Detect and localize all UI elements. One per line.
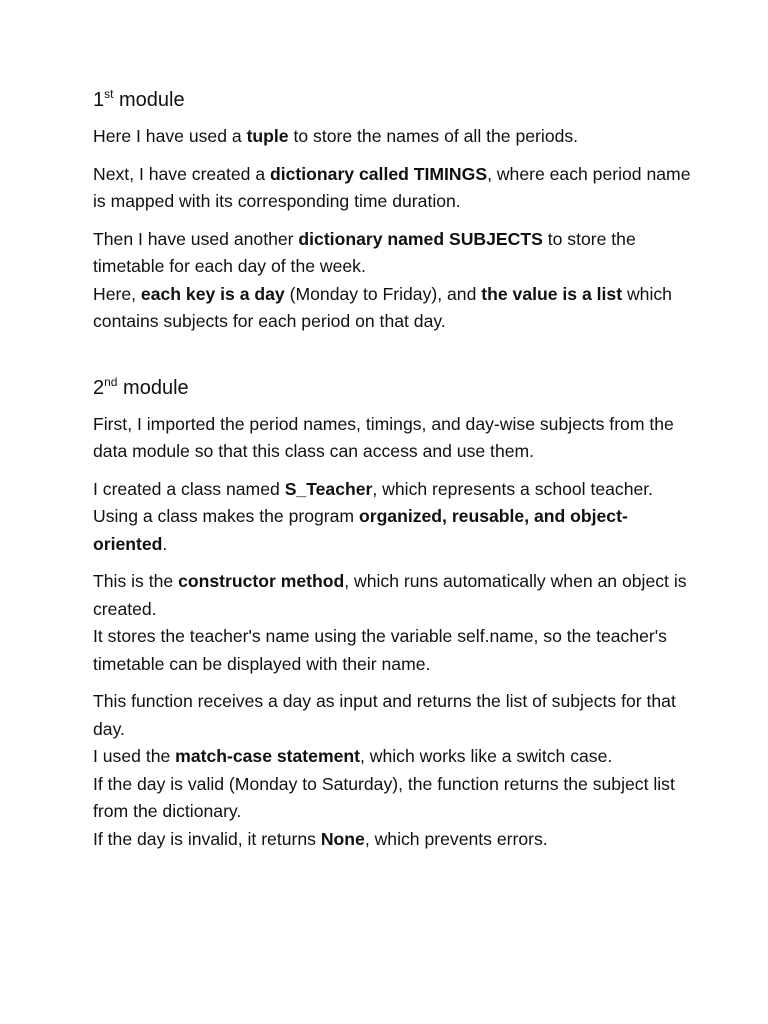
text-run: Here I have used a (93, 126, 247, 146)
module-2-heading-text: module (117, 376, 189, 399)
module-2-heading-number: 2 (93, 376, 105, 399)
module-2-paragraph-constructor (93, 568, 693, 678)
text-run: . (162, 533, 168, 554)
bold-text: constructor method (178, 571, 345, 591)
text-run: Next, I have created a (93, 163, 271, 184)
text-run: If the day is valid (Monday to Saturday), the function returns the subject list from the dictionary. (93, 773, 675, 821)
text-run: If the day is invalid, it returns (93, 828, 321, 849)
bold-text: match-case statement (175, 746, 360, 766)
bold-text: each key is a day (140, 283, 285, 304)
text-run: I created a class named (93, 478, 285, 499)
text-run: This is the (93, 571, 179, 591)
module-1-heading-number: 1 (93, 89, 105, 111)
module-1-heading-superscript: st (104, 87, 114, 101)
module-1-paragraph-timings (93, 161, 693, 216)
text-run: to store the timetable for each day of the week. (93, 228, 636, 276)
text-run: to store the names of all the periods. (288, 126, 579, 146)
module-2-heading-superscript: nd (104, 374, 118, 389)
text-run: , where each period name is mapped with its corresponding time duration. (93, 163, 691, 211)
bold-text: dictionary called TIMINGS (270, 163, 488, 184)
document-content (93, 86, 693, 863)
text-run: This function receives a day as input and returns the list of subjects for that day. (93, 691, 676, 739)
module-2-heading (93, 374, 693, 402)
text-run: First, I imported the period names, timings, and day-wise subjects from the data module so that this class can access and use them. (93, 413, 674, 461)
text-run: (Monday to Friday), and (284, 283, 482, 304)
text-run: , which represents a school teacher. (372, 478, 654, 499)
text-run: , which works like a switch case. (359, 746, 613, 766)
bold-text: tuple (246, 126, 289, 146)
bold-text: organized, reusable, and object-oriented (93, 506, 628, 554)
bold-text: the value is a list (481, 283, 623, 304)
module-2-paragraph-imports (93, 411, 693, 466)
text-run: which contains subjects for each period on that day. (93, 283, 672, 331)
text-run: Using a class makes the program (93, 506, 359, 526)
text-run: , which runs automatically when an object is created. (93, 571, 687, 619)
text-run: It stores the teacher's name using the variable self.name, so the teacher's timetable can be displayed with their name. (93, 626, 667, 674)
section-spacer (93, 346, 693, 374)
text-run: I used the (93, 746, 176, 766)
module-1-heading (93, 86, 693, 114)
text-run: , which prevents errors. (364, 828, 548, 849)
module-2-paragraph-class (93, 476, 693, 559)
module-2-paragraph-function (93, 688, 693, 853)
bold-text: S_Teacher (284, 478, 373, 499)
text-run: Then I have used another (93, 228, 299, 249)
bold-text: dictionary named SUBJECTS (298, 228, 543, 249)
text-run: Here, (93, 283, 141, 304)
module-1-heading-text: module (113, 89, 185, 111)
bold-text: None (320, 828, 365, 849)
module-1-paragraph-subjects (93, 226, 693, 336)
module-1-paragraph-tuple (93, 123, 693, 151)
